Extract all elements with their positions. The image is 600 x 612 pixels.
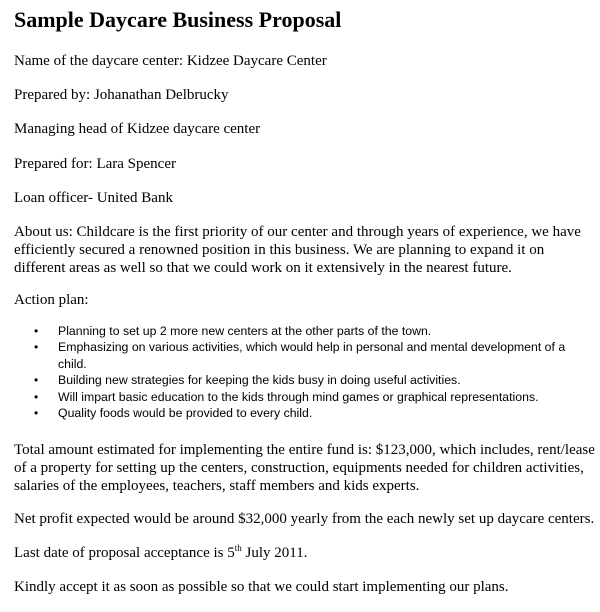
list-item-text: Will impart basic education to the kids through mind games or graphical representations. (58, 389, 539, 404)
about-line: About us: Childcare is the first priority of our center and through years of experience, we have (14, 224, 581, 240)
loan-officer-line: Loan officer- United Bank (14, 190, 173, 206)
about-line: different areas as well so that we could work on it extensively in the nearest future. (14, 260, 512, 276)
deadline-suffix: July 2011. (241, 545, 308, 561)
bullet-icon: • (34, 373, 39, 388)
deadline-ordinal: th (234, 543, 242, 553)
list-item-text: Quality foods would be provided to every child. (58, 406, 313, 421)
list-item (14, 405, 594, 421)
funding-line: Total amount estimated for implementing the entire fund is: $123,000, which includes, rent/lease (14, 442, 595, 458)
about-paragraph (14, 223, 594, 277)
list-item-continuation: child. (58, 356, 87, 371)
bullet-icon: • (34, 406, 39, 421)
funding-line: of a property for setting up the centers, construction, equipments needed for children activities, (14, 460, 584, 476)
bullet-icon: • (34, 389, 39, 404)
funding-paragraph (14, 441, 594, 495)
deadline-prefix: Last date of proposal acceptance is 5 (14, 545, 235, 561)
list-item-text: Planning to set up 2 more new centers at the other parts of the town. (58, 324, 432, 338)
bullet-icon: • (34, 324, 39, 338)
center-name-line: Name of the daycare center: Kidzee Daycare Center (14, 53, 327, 69)
list-item (14, 372, 594, 388)
net-profit-line: Net profit expected would be around $32,000 yearly from the each newly set up daycare centers. (14, 511, 595, 527)
document-title: Sample Daycare Business Proposal (14, 7, 342, 32)
list-item (14, 339, 594, 372)
list-item-text: Emphasizing on various activities, which would help in personal and mental development of a (58, 340, 566, 355)
action-plan-list (14, 323, 594, 421)
list-item (14, 323, 594, 339)
closing-line: Kindly accept it as soon as possible so that we could start implementing our plans. (14, 579, 509, 595)
bullet-icon: • (34, 340, 39, 355)
about-line: efficiently secured a renowned position in this business. We are planning to expand it on (14, 242, 545, 258)
funding-line: salaries of the employees, teachers, staff members and kids experts. (14, 478, 420, 494)
deadline-line (14, 544, 307, 562)
prepared-by-line: Prepared by: Johanathan Delbrucky (14, 87, 229, 103)
list-item-text: Building new strategies for keeping the kids busy in doing useful activities. (58, 373, 461, 388)
prepared-for-line: Prepared for: Lara Spencer (14, 156, 176, 172)
role-line: Managing head of Kidzee daycare center (14, 121, 261, 137)
action-plan-heading: Action plan: (14, 292, 89, 308)
list-item (14, 389, 594, 405)
